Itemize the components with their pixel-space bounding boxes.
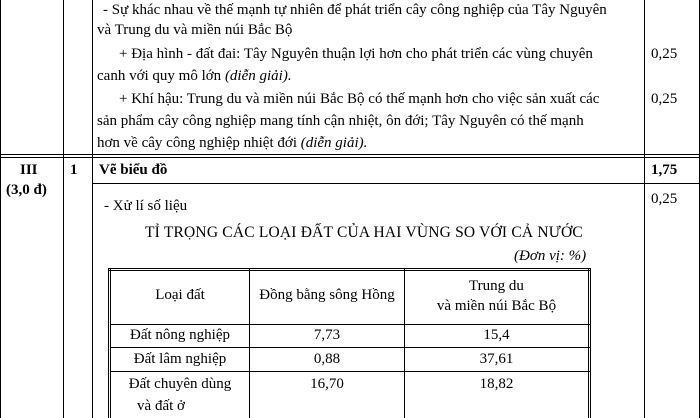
row-divider-top [0,154,700,155]
row-specialized-label-2: và đất ở [137,398,185,414]
item-number: 1 [70,162,78,178]
terrain-note: (diễn giải). [224,68,292,84]
climate-text: hơn về cây công nghiệp nhiệt đới [97,135,297,151]
difference-line-1: - Sự khác nhau về thế mạnh tự nhiên để phát triển cây công nghiệp của Tây Nguyên [103,2,607,18]
item-title: Vẽ biểu đồ [99,162,168,178]
row-forestry-label: Đất lâm nghiệp [133,351,227,367]
header-midland-line-2: và miền núi Bắc Bộ [436,298,557,314]
terrain-text: canh với quy mô lớn [97,68,222,84]
processing-score: 0,25 [651,191,678,207]
column-divider-section [63,0,64,418]
row-divider-top-double [0,157,700,158]
unit-label: (Đơn vị: %) [514,248,587,264]
table-border-left [0,0,1,418]
climate-line-2: sản phẩm cây công nghiệp mang tính cận nhiệt, ôn đới; Tây Nguyên có thế mạnh [97,113,584,129]
row-specialized-label-1: Đất chuyên dùng [128,376,232,392]
row-specialized-dbsh: 16,70 [310,376,344,392]
row-forestry-dbsh: 0,88 [313,351,341,367]
terrain-score: 0,25 [651,46,678,62]
row-forestry-tdmn: 37,61 [479,351,514,367]
section-points: (3,0 đ) [6,182,47,198]
row-agricultural-dbsh: 7,73 [313,327,341,343]
climate-line-1: + Khí hậu: Trung du và miền núi Bắc Bộ có thế mạnh hơn cho việc sản xuất các [119,91,600,107]
difference-line-2: và Trung du và miền núi Bắc Bộ [97,22,293,38]
terrain-line-2 [97,66,292,86]
column-divider-score [644,0,645,418]
section-roman: III [20,162,38,178]
row-specialized-tdmn: 18,82 [479,376,514,392]
climate-note: (diễn giải). [300,135,368,151]
row-agricultural-tdmn: 15,4 [483,327,510,343]
header-red-river-delta: Đồng bằng sông Hồng [259,287,395,303]
row-divider-title [92,183,700,184]
climate-score: 0,25 [651,91,678,107]
header-land-type: Loại đất [155,287,205,303]
item-title-score: 1,75 [651,162,678,178]
processing-label: - Xử lí số liệu [104,198,188,214]
land-share-table [108,268,591,418]
climate-line-3 [97,133,367,153]
column-divider-number [92,0,93,418]
row-agricultural-label: Đất nông nghiệp [130,327,230,343]
header-midland-line-1: Trung du [469,278,524,294]
terrain-line-1: + Địa hình - đất đai: Tây Nguyên thuận lợi hơn cho phát triển các vùng chuyên [119,46,593,62]
data-table-title: TỈ TRỌNG CÁC LOẠI ĐẤT CỦA HAI VÙNG SO VỚI CẢ NƯỚC [145,224,583,241]
